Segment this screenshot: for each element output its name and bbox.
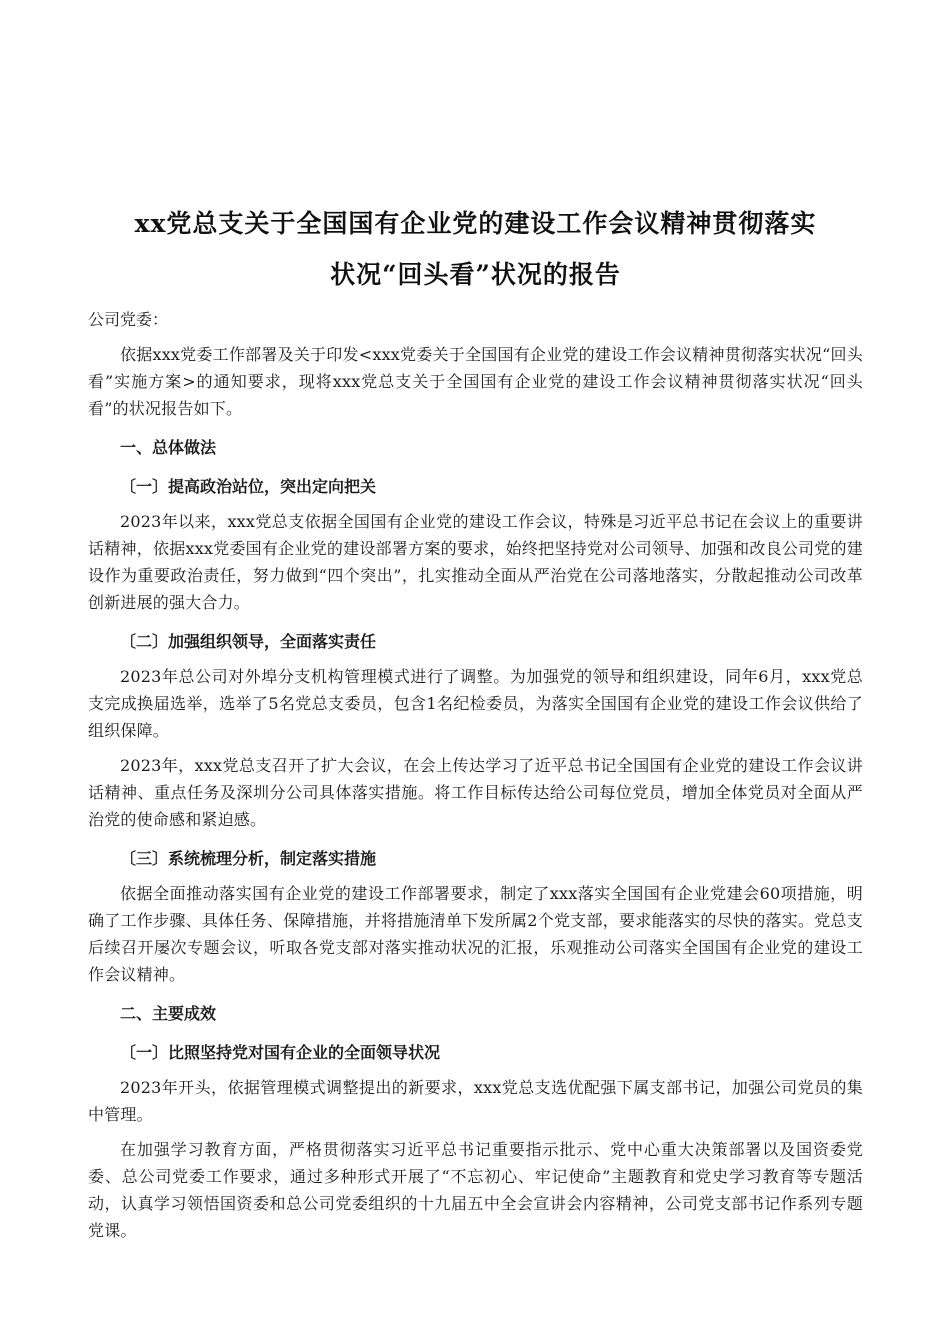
document-body bbox=[88, 198, 863, 1244]
section-heading-2: 二、主要成效 bbox=[120, 1004, 217, 1023]
paragraph: 2023年总公司对外埠分支机构管理模式进行了调整。为加强党的领导和组织建设，同年6月，xxx党总支完成换届选举，选举了5名党总支委员，包含1名纪检委员，为落实全国国有企业党的建设工作会议供给了组织保障。 bbox=[88, 667, 863, 740]
salutation: 公司党委： bbox=[88, 310, 169, 329]
subsection-heading-1-2: 〔二〕加强组织领导，全面落实责任 bbox=[120, 632, 377, 651]
paragraph: 依据全面推动落实国有企业党的建设工作部署要求，制定了xxx落实全国国有企业党建会60项措施，明确了工作步骤、具体任务、保障措施，并将措施清单下发所属2个党支部，要求能落实的尽快的落实。党总支后续召开屡次专题会议，听取各党支部对落实推动状况的汇报，乐观推动公司落实全国国有企业党的建设工作会议精神。 bbox=[88, 884, 863, 984]
paragraph: 2023年开头，依据管理模式调整提出的新要求，xxx党总支选优配强下属支部书记，加强公司党员的集中管理。 bbox=[88, 1078, 863, 1124]
document-title bbox=[88, 198, 863, 300]
subsection-heading-2-1: 〔一〕比照坚持党对国有企业的全面领导状况 bbox=[120, 1043, 441, 1062]
subsection-heading-1-1: 〔一〕提高政治站位，突出定向把关 bbox=[120, 477, 377, 496]
intro-paragraph: 依据xxx党委工作部署及关于印发<xxx党委关于全国国有企业党的建设工作会议精神贯彻落实状况“回头看”实施方案>的通知要求，现将xxx党总支关于全国国有企业党的建设工作会议精神贯彻落实状况“回头看”的状况报告如下。 bbox=[88, 345, 863, 418]
paragraph: 在加强学习教育方面，严格贯彻落实习近平总书记重要指示批示、党中心重大决策部署以及国资委党委、总公司党委工作要求，通过多种形式开展了“不忘初心、牢记使命”主题教育和党史学习教育等专题活动，认真学习领悟国资委和总公司党委组织的十九届五中全会宣讲会内容精神，公司党支部书记作系列专题党课。 bbox=[88, 1140, 863, 1240]
subsection-heading-1-3: 〔三〕系统梳理分析，制定落实措施 bbox=[120, 849, 377, 868]
section-heading-1: 一、总体做法 bbox=[120, 438, 217, 457]
title-line-1: xx党总支关于全国国有企业党的建设工作会议精神贯彻落实 bbox=[134, 209, 817, 238]
title-line-2: 状况“回头看”状况的报告 bbox=[330, 260, 621, 289]
paragraph: 2023年以来，xxx党总支依据全国国有企业党的建设工作会议，特殊是习近平总书记在会议上的重要讲话精神，依据xxx党委国有企业党的建设部署方案的要求，始终把坚持党对公司领导、加强和改良公司党的建设作为重要政治责任，努力做到“四个突出”，扎实推动全面从严治党在公司落地落实，分散起推动公司改革创新进展的强大合力。 bbox=[88, 512, 863, 612]
paragraph: 2023年，xxx党总支召开了扩大会议，在会上传达学习了近平总书记全国国有企业党的建设工作会议讲话精神、重点任务及深圳分公司具体落实措施。将工作目标传达给公司每位党员，增加全体党员对全面从严治党的使命感和紧迫感。 bbox=[88, 756, 863, 829]
